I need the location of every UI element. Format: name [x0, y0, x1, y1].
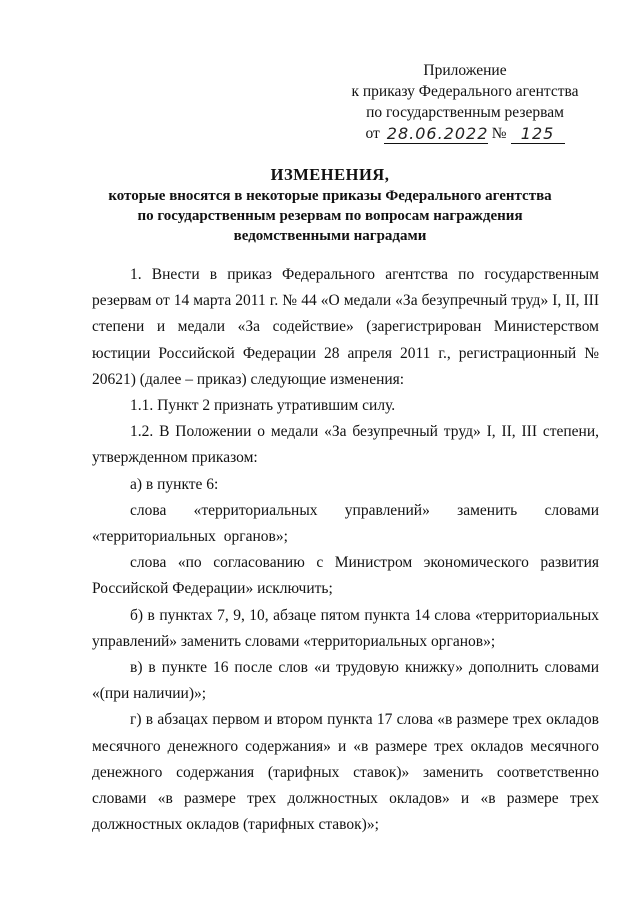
- annex-title: Приложение: [423, 62, 507, 79]
- paragraph-1: 1. Внести в приказ Федерального агентства по государственным резервам от 14 марта 2011 г. № 44 «О медали «За безупречный труд» I, II, III степени и медали «За содействие» (зарегистрирован Министерством юстиции Российской Федерации 28 апреля 2011 г., регистрационный № 20621) (далее – приказ) следующие изменения:: [92, 266, 599, 388]
- title-sub-3: ведомственными наградами: [233, 228, 427, 244]
- handwritten-date: 28.06.2022: [384, 125, 488, 144]
- document-title: [95, 164, 565, 246]
- title-sub-2: по государственным резервам по вопросам награждения: [137, 208, 523, 224]
- title-main: ИЗМЕНЕНИЯ,: [270, 165, 390, 184]
- paragraph-a: а) в пункте 6:: [130, 475, 219, 493]
- paragraph-1-2: 1.2. В Положении о медали «За безупречный труд» I, II, III степени, утвержденном приказом:: [92, 423, 599, 467]
- annex-header: [330, 60, 600, 144]
- paragraph-v: в) в пункте 16 после слов «и трудовую книжку» дополнить словами «(при наличии)»;: [92, 659, 599, 703]
- number-label: №: [491, 125, 507, 142]
- annex-order-ref: к приказу Федерального агентства: [351, 83, 579, 100]
- from-label: от: [365, 125, 380, 142]
- paragraph-1-1: 1.1. Пункт 2 признать утратившим силу.: [130, 397, 396, 415]
- paragraph-g: г) в абзацах первом и втором пункта 17 слова «в размере трех окладов месячного денежного содержания» и «в размере трех окладов месячного денежного содержания (тарифных ставок)» заменить соответственно словами «в размере трех должностных окладов» и «в размере трех должностных окладов (тарифных ставок)»;: [92, 711, 599, 834]
- handwritten-number: 125: [511, 125, 565, 144]
- paragraph-a-words-1: слова «территориальных управлений» заменить словами «территориальных органов»;: [92, 501, 599, 546]
- annex-agency: по государственным резервам: [366, 104, 564, 121]
- annex-date-number-row: [330, 123, 600, 144]
- document-body: [92, 262, 599, 838]
- paragraph-a-words-2: слова «по согласованию с Министром экономического развития Российской Федерации» исключить;: [92, 554, 599, 598]
- title-sub-1: которые вносятся в некоторые приказы Федерального агентства: [108, 188, 552, 204]
- paragraph-b: б) в пунктах 7, 9, 10, абзаце пятом пункта 14 слова «территориальных управлений» заменить словами «территориальных органов»;: [92, 606, 599, 650]
